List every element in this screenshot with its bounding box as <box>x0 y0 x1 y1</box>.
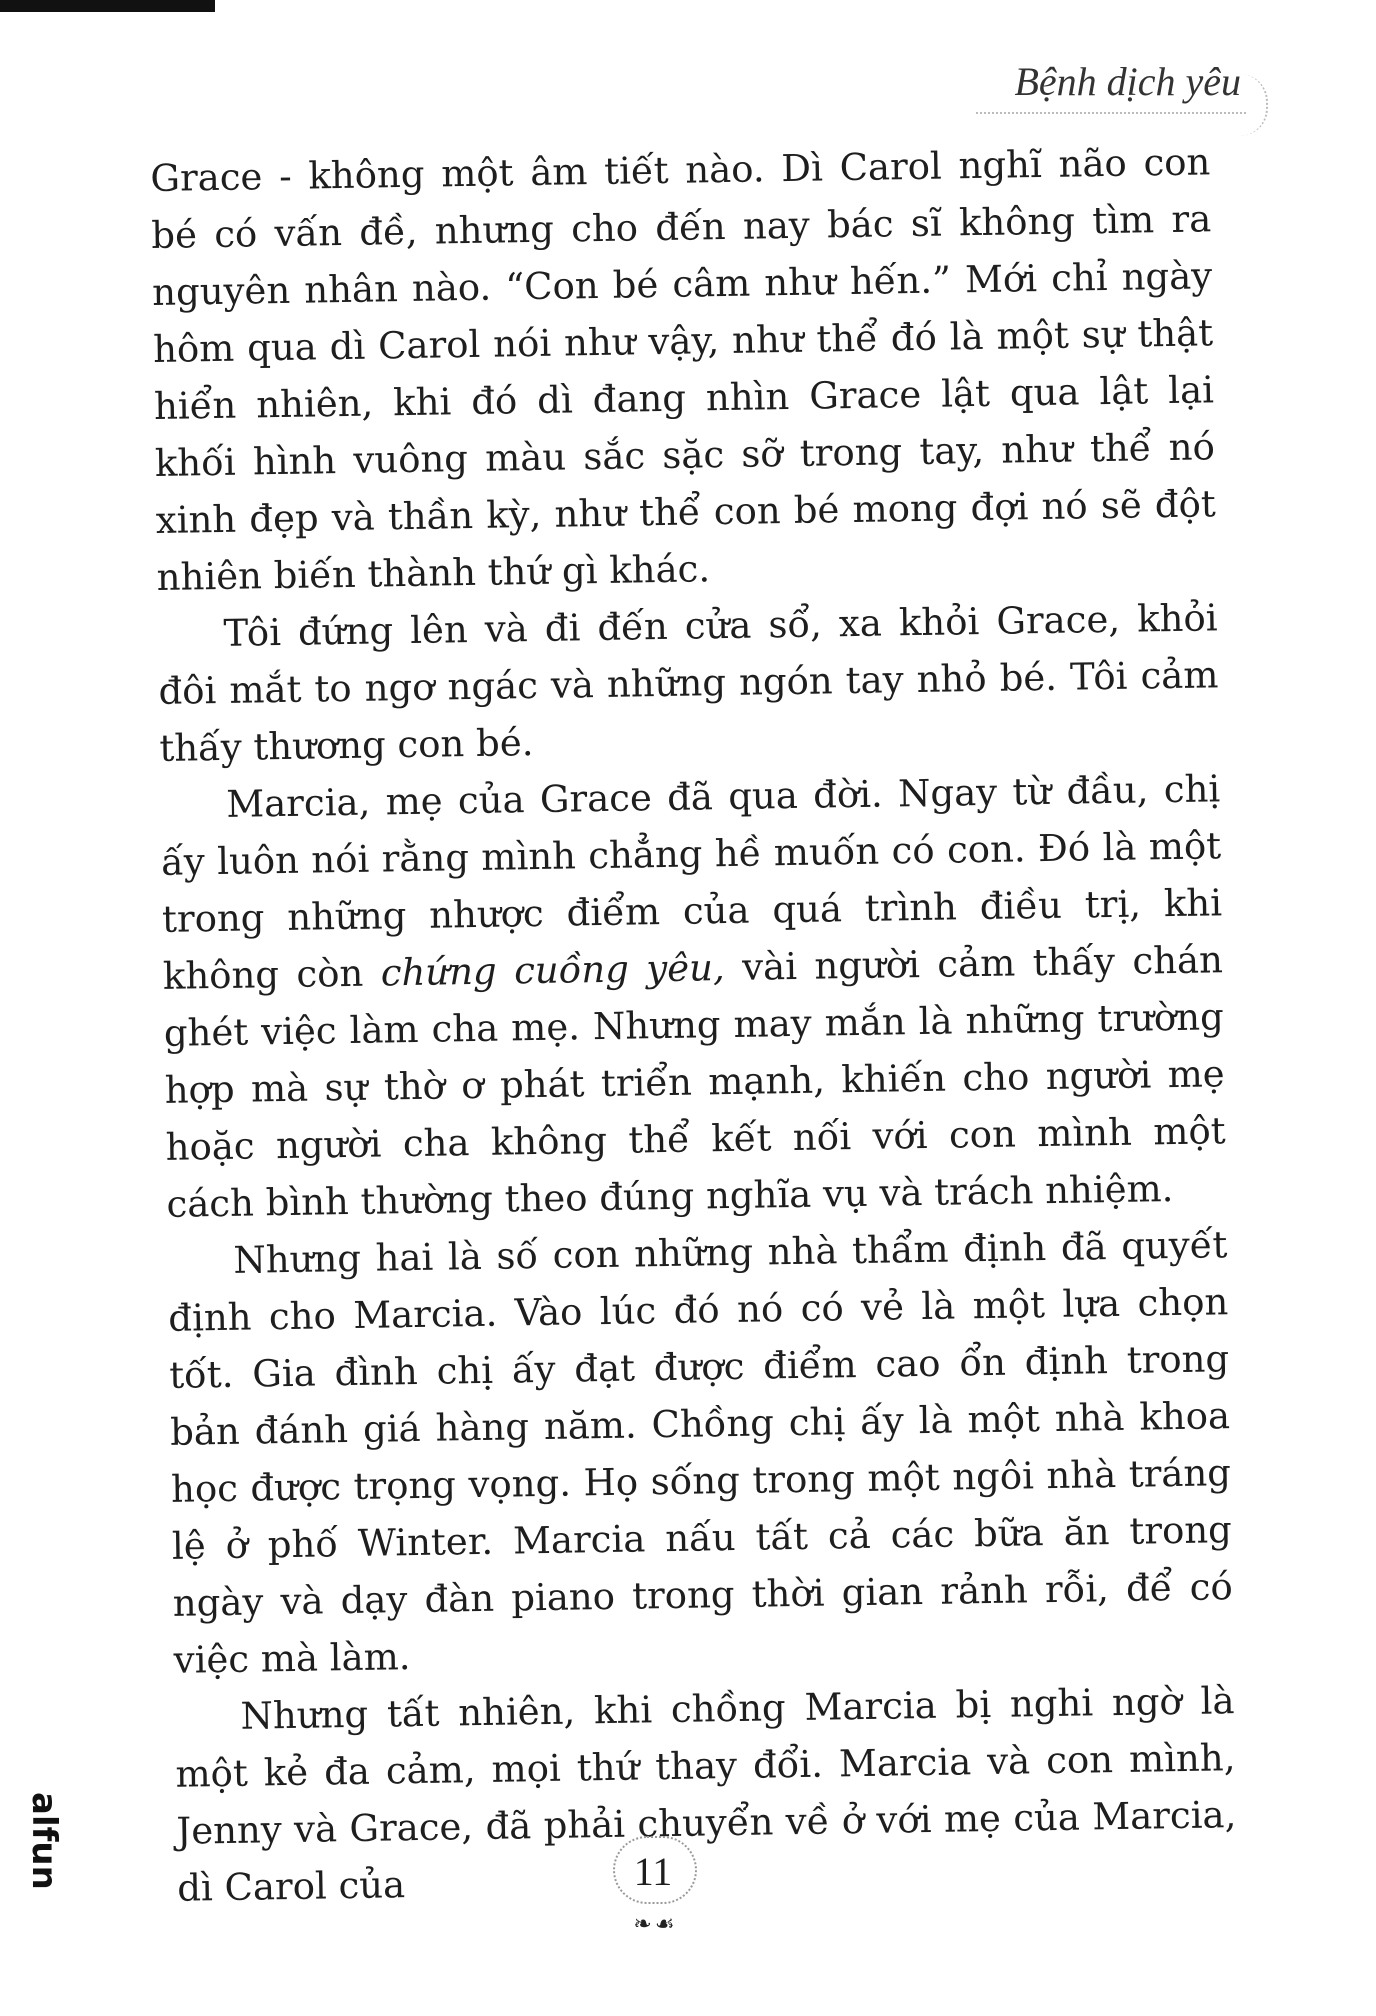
page-number: 11 <box>633 1849 673 1894</box>
paragraph-5: Nhưng tất nhiên, khi chồng Marcia bị nghi ngờ là một kẻ đa cảm, mọi thứ thay đổi. Marcia và con mình, Jenny và Grace, đã phải chuyển về ở với mẹ của Marcia, dì Carol của <box>175 1679 1237 1910</box>
paragraph-2: Tôi đứng lên và đi đến cửa sổ, xa khỏi Grace, khỏi đôi mắt to ngơ ngác và những ngón tay nhỏ bé. Tôi cảm thấy thương con bé. <box>158 596 1219 770</box>
paragraph-3 <box>160 760 1227 1233</box>
paragraph-4: Nhưng hai là số con những nhà thẩm định đã quyết định cho Marcia. Vào lúc đó nó có vẻ là một lựa chọn tốt. Gia đình chị ấy đạt được điểm cao ổn định trong bản đánh giá hàng năm. Chồng chị ấy là một nhà khoa học được trọng vọng. Họ sống trong một ngôi nhà tráng lệ ở phố Winter. Marcia nấu tất cả các bữa ăn trong ngày và dạy đàn piano trong thời gian rảnh rỗi, để có việc mà làm. <box>168 1223 1234 1682</box>
publisher-logo: alfun <box>24 1792 64 1890</box>
paragraph-3-italic: chứng cuồng yêu, <box>380 946 726 995</box>
header-dotted-ornament <box>976 112 1246 134</box>
body-text <box>150 133 1238 1916</box>
scan-edge-bar <box>0 0 215 12</box>
header-curl-ornament <box>1240 74 1268 136</box>
running-header-title: Bệnh dịch yêu <box>1014 59 1241 104</box>
paragraph-1: Grace - không một âm tiết nào. Dì Carol nghĩ não con bé có vấn đề, nhưng cho đến nay bác sĩ không tìm ra nguyên nhân nào. “Con bé câm như hến.” Mới chỉ ngày hôm qua dì Carol nói như vậy, như thể đó là một sự thật hiển nhiên, khi đó dì đang nhìn Grace lật qua lật lại khối hình vuông màu sắc sặc sỡ trong tay, như thể nó xinh đẹp và thần kỳ, như thể con bé mong đợi nó sẽ đột nhiên biến thành thứ gì khác. <box>150 140 1217 599</box>
page-number-ornament <box>598 1836 708 1946</box>
flourish-icon: ❧ ☙ <box>633 1912 673 1937</box>
paragraph-3-end: vài người cảm thấy chán ghét việc làm cha mẹ. Nhưng may mắn là những trường hợp mà sự thờ ơ phát triển mạnh, khiến cho người mẹ hoặc người cha không thể kết nối với con mình một cách bình thường theo đúng nghĩa vụ và trách nhiệm. <box>163 938 1226 1226</box>
paragraph-3-start: Marcia, mẹ của Grace đã qua đời. Ngay từ đầu, chị ấy luôn nói rằng mình chẳng hề muốn có con. Đó là một trong những nhược điểm của quá trình điều trị, khi không còn <box>160 767 1223 998</box>
